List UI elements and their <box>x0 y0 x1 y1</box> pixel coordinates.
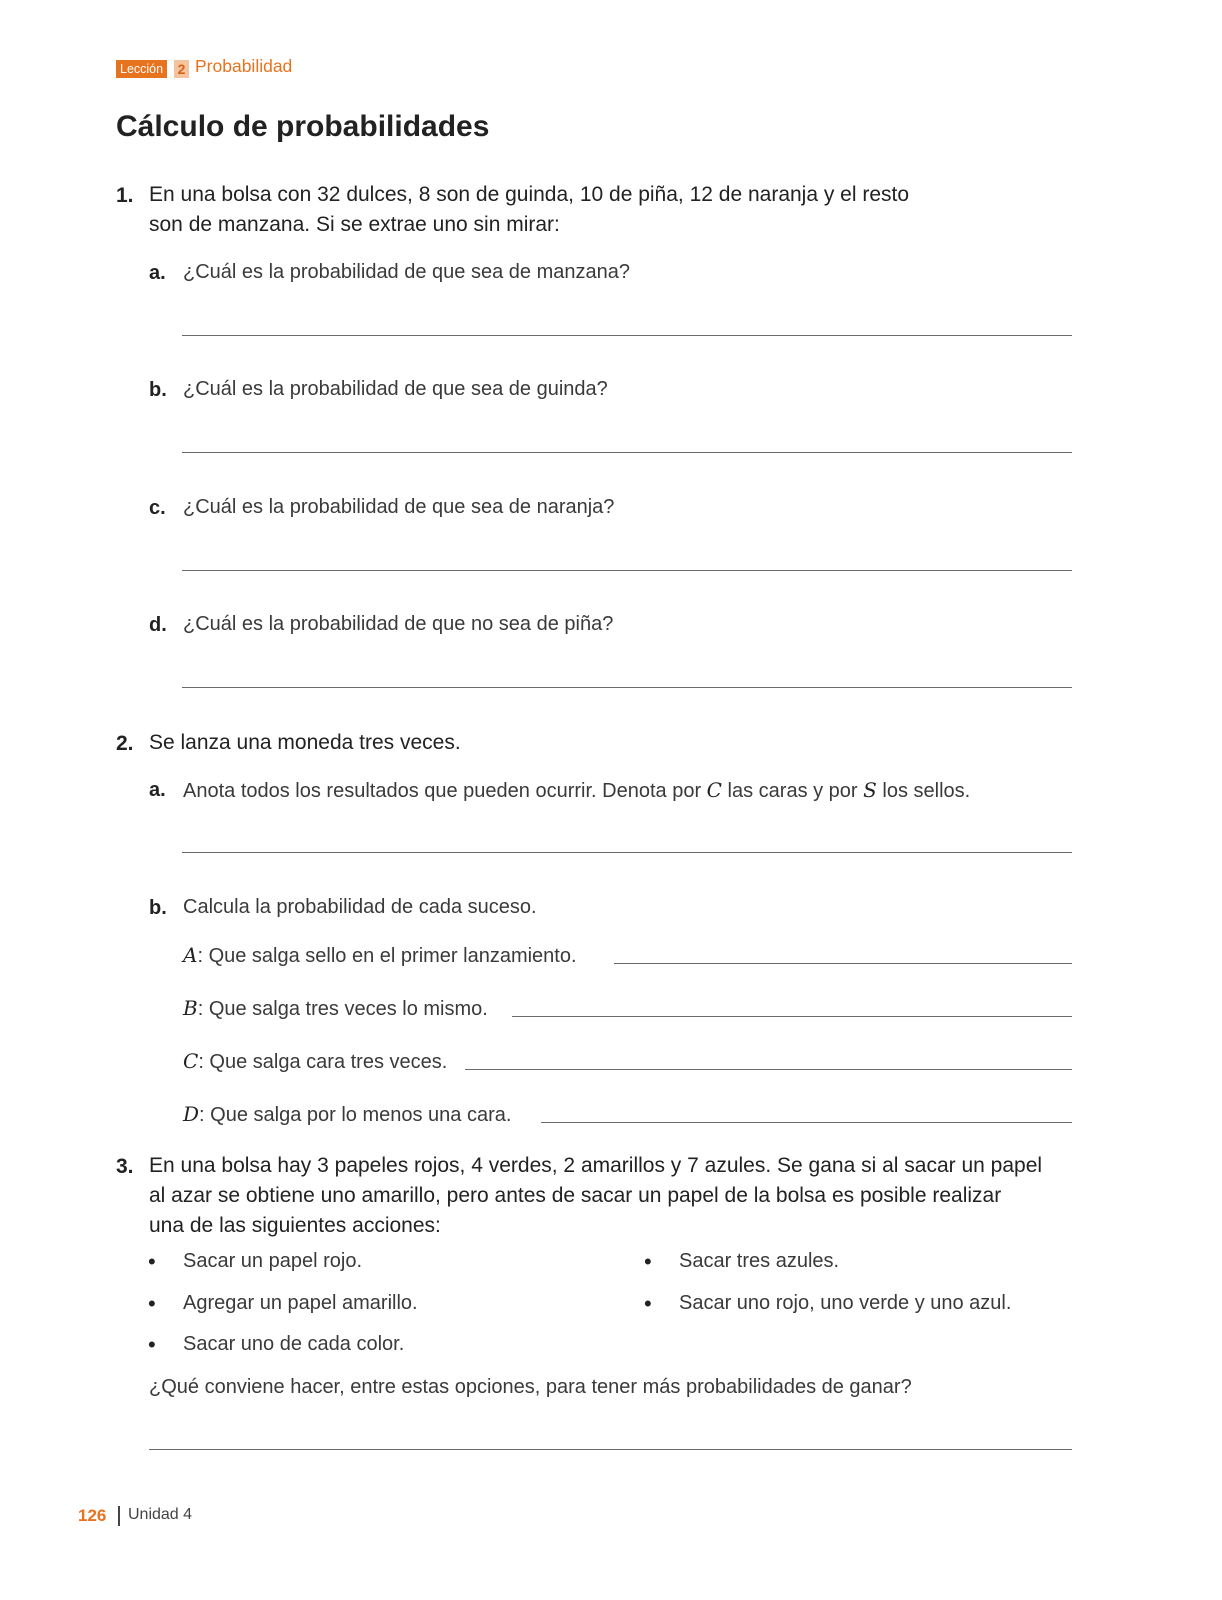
answer-line[interactable] <box>182 852 1072 853</box>
event-a: A: Que salga sello en el primer lanzamiento. <box>183 943 577 967</box>
answer-line[interactable] <box>182 452 1072 453</box>
problem-question: ¿Qué conviene hacer, entre estas opciones, para tener más probabilidades de ganar? <box>149 1376 912 1398</box>
answer-line[interactable] <box>614 963 1072 964</box>
problem-text-line-2: son de manzana. Si se extrae uno sin mirar: <box>149 213 560 236</box>
subquestion-letter: a. <box>149 779 166 801</box>
subquestion-letter: c. <box>149 497 166 519</box>
subquestion-letter: b. <box>149 897 167 919</box>
subquestion-text: Calcula la probabilidad de cada suceso. <box>183 896 537 918</box>
lesson-topic: Probabilidad <box>195 56 293 76</box>
problem-text-line-3: una de las siguientes acciones: <box>149 1214 441 1237</box>
lesson-number: 2 <box>174 60 189 78</box>
bullet-icon: • <box>148 1291 156 1316</box>
problem-text-line-1: En una bolsa con 32 dulces, 8 son de guinda, 10 de piña, 12 de naranja y el resto <box>149 183 910 206</box>
problem-text: Se lanza una moneda tres veces. <box>149 731 461 754</box>
answer-line[interactable] <box>182 335 1072 336</box>
problem-text-line-1: En una bolsa hay 3 papeles rojos, 4 verdes, 2 amarillos y 7 azules. Se gana si al sacar un papel <box>149 1154 1043 1177</box>
footer-unit: Unidad 4 <box>128 1506 193 1523</box>
bullet-icon: • <box>148 1249 156 1274</box>
option-item: Agregar un papel amarillo. <box>183 1292 418 1314</box>
bullet-icon: • <box>148 1332 156 1357</box>
answer-line[interactable] <box>149 1449 1072 1450</box>
page-title: Cálculo de probabilidades <box>116 110 490 143</box>
answer-line[interactable] <box>512 1016 1072 1017</box>
problem-text-line-2: al azar se obtiene uno amarillo, pero antes de sacar un papel de la bolsa es posible realizar <box>149 1184 1002 1207</box>
event-b: B: Que salga tres veces lo mismo. <box>183 996 488 1020</box>
subquestion-text: ¿Cuál es la probabilidad de que sea de guinda? <box>183 378 608 400</box>
page-number: 126 <box>78 1506 107 1525</box>
event-c: C: Que salga cara tres veces. <box>183 1049 448 1073</box>
subquestion-letter: d. <box>149 614 167 636</box>
answer-line[interactable] <box>465 1069 1072 1070</box>
subquestion-text: ¿Cuál es la probabilidad de que sea de naranja? <box>183 496 615 518</box>
variable-s: S <box>863 778 877 802</box>
option-item: Sacar uno rojo, uno verde y uno azul. <box>679 1292 1012 1314</box>
answer-line[interactable] <box>182 570 1072 571</box>
event-d: D: Que salga por lo menos una cara. <box>183 1102 512 1126</box>
option-item: Sacar tres azules. <box>679 1250 840 1272</box>
variable-c: C <box>706 778 722 802</box>
problem-number: 2. <box>116 732 134 755</box>
problem-number: 1. <box>116 184 134 207</box>
option-item: Sacar uno de cada color. <box>183 1333 405 1355</box>
subquestion-letter: a. <box>149 262 166 284</box>
answer-line[interactable] <box>182 687 1072 688</box>
subquestion-text: ¿Cuál es la probabilidad de que no sea de piña? <box>183 613 614 635</box>
problem-number: 3. <box>116 1155 134 1178</box>
bullet-icon: • <box>644 1291 652 1316</box>
option-item: Sacar un papel rojo. <box>183 1250 363 1272</box>
subquestion-text: Anota todos los resultados que pueden ocurrir. Denota por C las caras y por S los sellos. <box>183 778 971 802</box>
lesson-label: Lección <box>116 60 167 78</box>
footer-divider <box>118 1506 120 1526</box>
subquestion-text: ¿Cuál es la probabilidad de que sea de manzana? <box>183 261 630 283</box>
subquestion-letter: b. <box>149 379 167 401</box>
bullet-icon: • <box>644 1249 652 1274</box>
answer-line[interactable] <box>541 1122 1072 1123</box>
